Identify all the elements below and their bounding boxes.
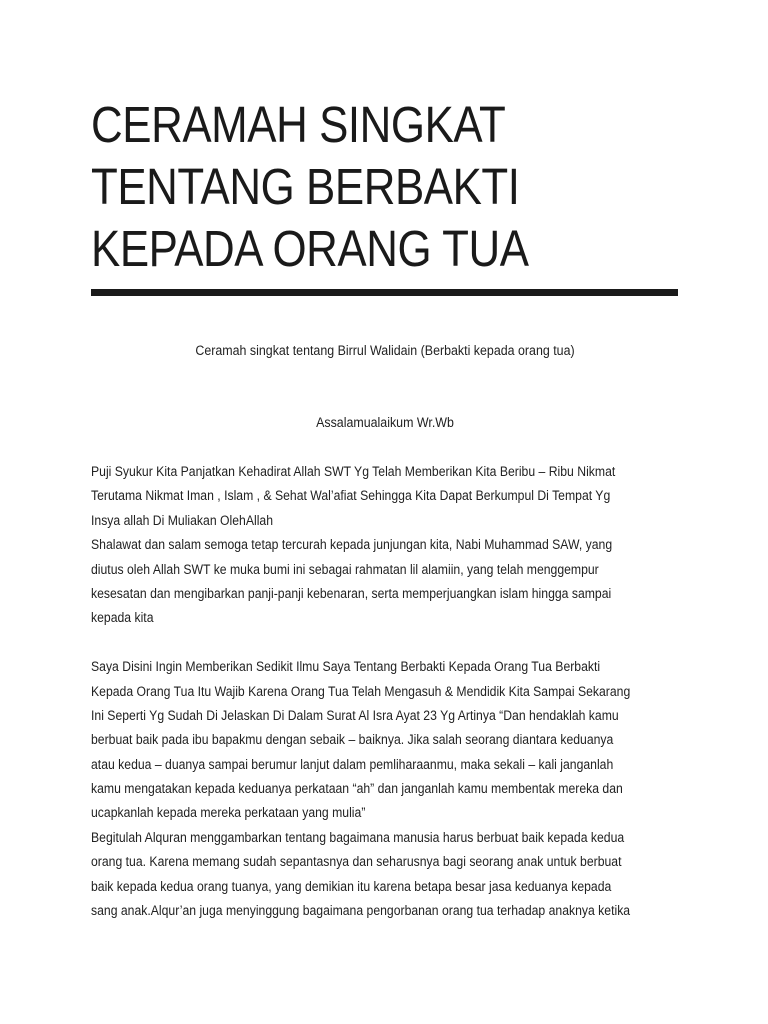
text-line: Terutama Nikmat Iman , Islam , & Sehat Wal’afiat Sehingga Kita Dapat Berkumpul Di Tempat Yg	[91, 488, 611, 504]
text-line: ucapkanlah kepada mereka perkataan yang mulia”	[91, 805, 366, 821]
title-divider	[91, 289, 678, 296]
paragraph-gap	[91, 631, 679, 655]
title-line: TENTANG BERBAKTI	[91, 158, 520, 215]
text-line: Insya allah Di Muliakan OlehAllah	[91, 512, 274, 528]
text-line: diutus oleh Allah SWT ke muka bumi ini sebagai rahmatan lil alamiin, yang telah menggempur	[91, 561, 599, 577]
text-line: atau kedua – duanya sampai berumur lanjut dalam pemliharaanmu, maka sekali – kali janganlah	[91, 756, 614, 772]
text-line: kesesatan dan mengibarkan panji-panji kebenaran, serta memperjuangkan islam hingga sampai	[91, 585, 612, 601]
document-body	[91, 460, 679, 923]
text-line: berbuat baik pada ibu bapakmu dengan sebaik – baiknya. Jika salah seorang diantara keduanya	[91, 732, 614, 748]
text-line: kepada kita	[91, 610, 154, 626]
title-line: CERAMAH SINGKAT	[91, 96, 506, 153]
text-line: Begitulah Alquran menggambarkan tentang bagaimana manusia harus berbuat baik kepada kedua	[91, 829, 625, 845]
text-line: Kepada Orang Tua Itu Wajib Karena Orang Tua Telah Mengasuh & Mendidik Kita Sampai Sekarang	[91, 683, 631, 699]
text-line: Saya Disini Ingin Memberikan Sedikit Ilmu Saya Tentang Berbakti Kepada Orang Tua Berbakti	[91, 659, 601, 675]
text-line: orang tua. Karena memang sudah sepantasnya dan seharusnya bagi seorang anak untuk berbuat	[91, 854, 622, 870]
greeting: Assalamualaikum Wr.Wb	[316, 415, 454, 430]
text-line: Ini Seperti Yg Sudah Di Jelaskan Di Dalam Surat Al Isra Ayat 23 Yg Artinya “Dan hendaklah kamu	[91, 707, 619, 723]
document-subtitle: Ceramah singkat tentang Birrul Walidain (Berbakti kepada orang tua)	[195, 343, 575, 358]
title-line: KEPADA ORANG TUA	[91, 220, 529, 277]
text-line: sang anak.Alqur’an juga menyinggung bagaimana pengorbanan orang tua terhadap anaknya ketika	[91, 903, 631, 919]
text-line: baik kepada kedua orang tuanya, yang demikian itu karena betapa besar jasa keduanya kepada	[91, 878, 612, 894]
text-line: Puji Syukur Kita Panjatkan Kehadirat Allah SWT Yg Telah Memberikan Kita Beribu – Ribu Nikmat	[91, 464, 616, 479]
text-line: Shalawat dan salam semoga tetap tercurah kepada junjungan kita, Nabi Muhammad SAW, yang	[91, 537, 613, 553]
text-line: kamu mengatakan kepada keduanya perkataan “ah” dan janganlah kamu membentak mereka dan	[91, 781, 623, 797]
document-title	[91, 94, 597, 280]
